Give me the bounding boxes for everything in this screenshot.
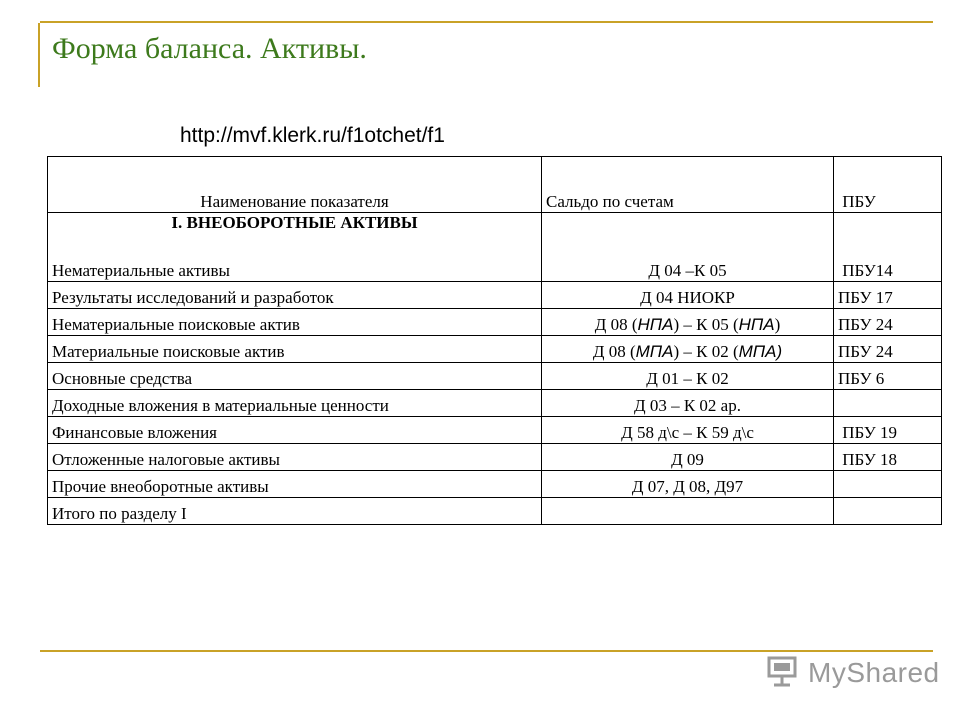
row-pbu: ПБУ14 — [834, 213, 942, 282]
row-name: Нематериальные поисковые актив — [48, 309, 542, 336]
row-name: Итого по разделу I — [48, 498, 542, 525]
table-row — [48, 363, 942, 390]
header-pbu: ПБУ — [834, 157, 942, 213]
row-pbu: ПБУ 17 — [834, 282, 942, 309]
table-row — [48, 390, 942, 417]
table-row — [48, 336, 942, 363]
table-row — [48, 282, 942, 309]
row-name: Основные средства — [48, 363, 542, 390]
myshared-logo — [766, 656, 940, 690]
table-row — [48, 444, 942, 471]
row-accounts: Д 03 – К 02 ар. — [542, 390, 834, 417]
row-accounts: Д 08 (МПА) – К 02 (МПА) — [542, 336, 834, 363]
row-pbu: ПБУ 24 — [834, 336, 942, 363]
row-accounts: Д 01 – К 02 — [542, 363, 834, 390]
row-pbu: ПБУ 6 — [834, 363, 942, 390]
table-header-row — [48, 157, 942, 213]
row-pbu: ПБУ 24 — [834, 309, 942, 336]
row-accounts: Д 08 (НПА) – К 05 (НПА) — [542, 309, 834, 336]
row-pbu — [834, 390, 942, 417]
row-name: Отложенные налоговые активы — [48, 444, 542, 471]
row-accounts: Д 07, Д 08, Д97 — [542, 471, 834, 498]
table-row — [48, 498, 942, 525]
row-pbu — [834, 471, 942, 498]
table-row — [48, 471, 942, 498]
row-accounts: Д 04 –К 05 — [542, 213, 834, 282]
logo-text: MyShared — [808, 657, 940, 688]
row-name: Результаты исследований и разработок — [48, 282, 542, 309]
header-name: Наименование показателя — [48, 157, 542, 213]
slide-title: Форма баланса. Активы. — [52, 32, 367, 65]
row-name: I. ВНЕОБОРОТНЫЕ АКТИВЫ Нематериальные активы — [48, 213, 542, 282]
table-row — [48, 309, 942, 336]
row-pbu: ПБУ 18 — [834, 444, 942, 471]
row-accounts — [542, 498, 834, 525]
header-accounts: Сальдо по счетам — [542, 157, 834, 213]
row-name: Прочие внеоборотные активы — [48, 471, 542, 498]
row-accounts: Д 09 — [542, 444, 834, 471]
section-title: I. ВНЕОБОРОТНЫЕ АКТИВЫ — [171, 213, 418, 232]
row-name: Финансовые вложения — [48, 417, 542, 444]
row-accounts: Д 04 НИОКР — [542, 282, 834, 309]
table-row — [48, 417, 942, 444]
balance-table — [47, 156, 942, 525]
row-pbu: ПБУ 19 — [834, 417, 942, 444]
top-divider — [40, 21, 933, 23]
presentation-board-icon — [766, 655, 800, 692]
row-name: Материальные поисковые актив — [48, 336, 542, 363]
row-accounts: Д 58 д\с – К 59 д\с — [542, 417, 834, 444]
source-url: http://mvf.klerk.ru/f1otchet/f1 — [180, 124, 445, 147]
side-divider — [38, 23, 40, 87]
table-row — [48, 213, 942, 282]
row-pbu — [834, 498, 942, 525]
bottom-divider — [40, 650, 933, 652]
row-name: Доходные вложения в материальные ценности — [48, 390, 542, 417]
